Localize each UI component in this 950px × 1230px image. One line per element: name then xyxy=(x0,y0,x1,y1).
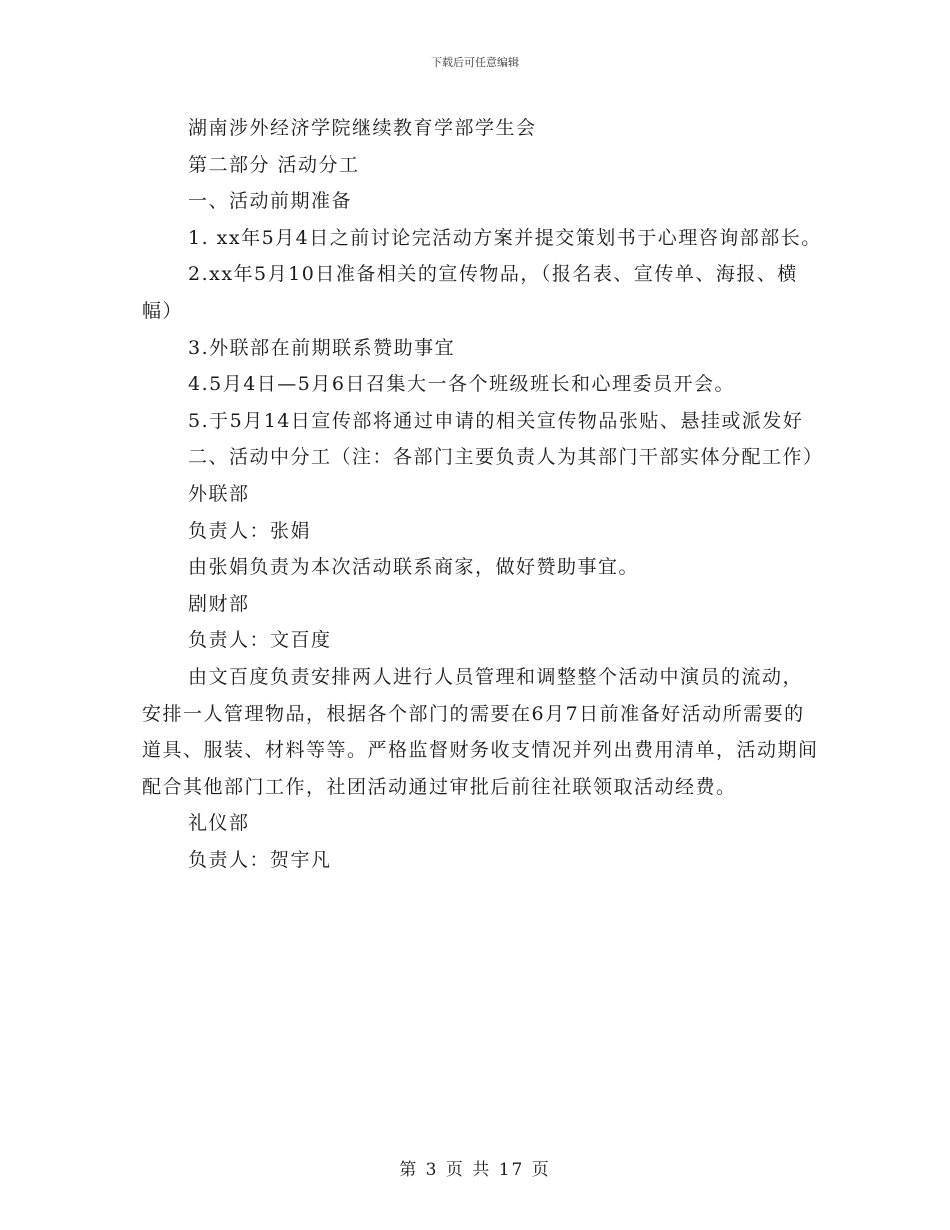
paragraph: 2.xx年5月10日准备相关的宣传物品，（报名表、宣传单、海报、横幅） xyxy=(142,263,798,322)
paragraph: 4.5月4日—5月6日召集大一各个班级班长和心理委员开会。 xyxy=(188,373,735,396)
paragraph: 3.外联部在前期联系赞助事宜 xyxy=(188,336,456,359)
page-number-footer: 第 3 页 共 17 页 xyxy=(399,1160,551,1180)
responsible-person: 负责人：张娟 xyxy=(188,519,312,542)
responsible-person: 负责人：文百度 xyxy=(188,629,332,652)
document-body xyxy=(142,110,822,878)
department-name: 礼仪部 xyxy=(188,812,250,835)
paragraph: 由张娟负责为本次活动联系商家，做好赞助事宜。 xyxy=(188,556,640,579)
responsible-person: 负责人：贺宇凡 xyxy=(188,848,332,871)
section-heading: 第二部分 活动分工 xyxy=(188,153,360,176)
department-name: 剧财部 xyxy=(188,592,250,615)
header-note: 下载后可任意编辑 xyxy=(431,56,519,69)
paragraph: 5.于5月14日宣传部将通过申请的相关宣传物品张贴、悬挂或派发好 xyxy=(188,409,804,432)
department-name: 外联部 xyxy=(188,482,250,505)
section-heading: 一、活动前期准备 xyxy=(188,190,353,213)
paragraph: 由文百度负责安排两人进行人员管理和调整整个活动中演员的流动，安排一人管理物品，根据各个部门的需要在6月7日前准备好活动所需要的道具、服装、材料等等。严格监督财务收支情况并列出费用清单，活动期间配合其他部门工作，社团活动通过审批后前往社联领取活动经费。 xyxy=(142,665,819,798)
paragraph: 1. xx年5月4日之前讨论完活动方案并提交策划书于心理咨询部部长。 xyxy=(188,226,822,249)
paragraph: 湖南涉外经济学院继续教育学部学生会 xyxy=(188,117,537,139)
section-heading: 二、活动中分工（注：各部门主要负责人为其部门干部实体分配工作） xyxy=(188,446,824,469)
